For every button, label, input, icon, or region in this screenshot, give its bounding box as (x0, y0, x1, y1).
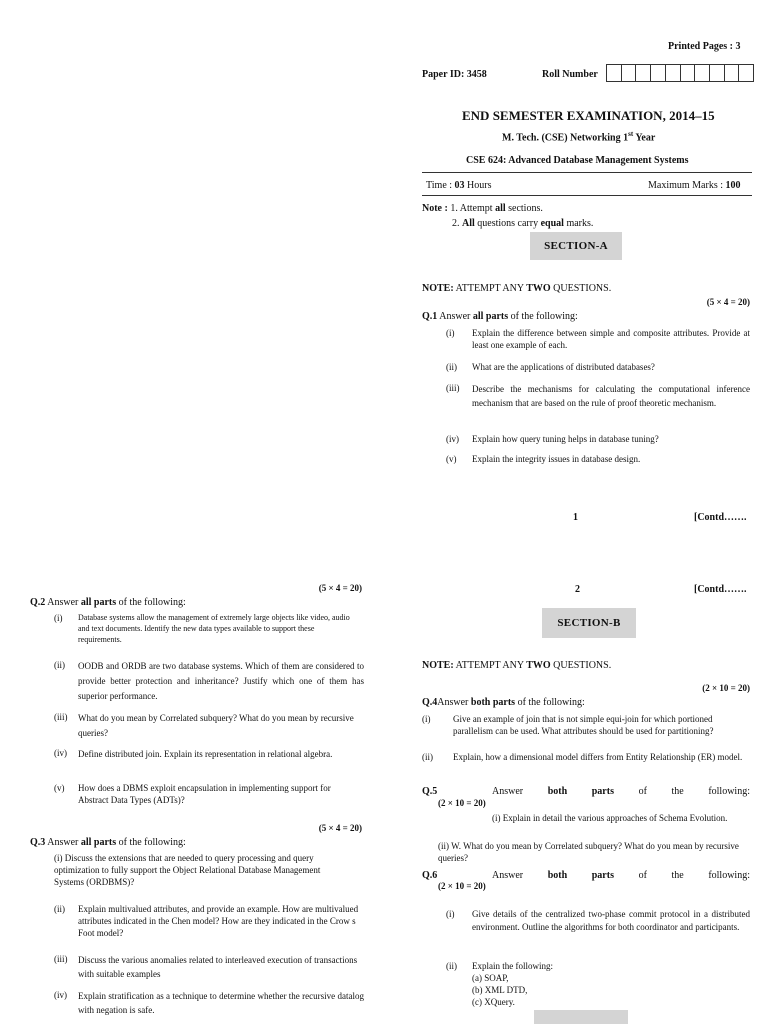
q4-part-text: Give an example of join that is not simple equi-join for which portioned parallelism can be used. What attributes should be used for partitioning? (453, 714, 714, 736)
q6-part-ii-heading: Explain the following: (472, 961, 553, 971)
q2-part-text: How does a DBMS exploit encapsulation in implementing support for Abstract Data Types (ADTs)? (78, 783, 331, 805)
q6-marks: (2 × 10 = 20) (438, 881, 486, 891)
printed-pages: Printed Pages : 3 (668, 41, 741, 52)
q1-part-number: (ii) (446, 362, 457, 372)
roll-number-label: Roll Number (542, 69, 598, 80)
q6-part-number: (i) (446, 909, 455, 919)
q6-part-text: Give details of the centralized two-phase commit protocol in a distributed environment. Outline the algorithms for both coordinator and participants. (472, 909, 750, 932)
q2-part-text: What do you mean by Correlated subquery? What do you mean by recursive queries? (78, 713, 354, 738)
attempt-note-a: NOTE: ATTEMPT ANY TWO QUESTIONS. (422, 283, 612, 294)
q3-part-text: Explain multivalued attributes, and provide an example. How are multivalued attributes indicated in the Chen model? How are they indicated in the Crow s Foot model? (78, 904, 359, 938)
contd-1: [Contd……. (694, 512, 747, 523)
q1-part-text: Explain the difference between simple and composite attributes. Provide at least one example of each. (472, 328, 750, 350)
program-line: M. Tech. (CSE) Networking 1st Year (502, 130, 656, 144)
note-line-1: Note : 1. Attempt all sections. (422, 203, 543, 214)
section-c-heading-partial (534, 1010, 628, 1024)
q4-heading: Q.4Answer both parts of the following: (422, 697, 585, 708)
paper-id: Paper ID: 3458 (422, 69, 487, 80)
section-a-heading: SECTION-A (530, 232, 622, 260)
q5-heading: Q.5 Answer both parts of the following: (422, 786, 750, 797)
list-item: (b) XML DTD, (472, 985, 528, 995)
q4-marks: (2 × 10 = 20) (702, 683, 750, 693)
q2-heading: Q.2 Answer all parts of the following: (30, 597, 186, 608)
q3-part-text: (i) Discuss the extensions that are needed to query processing and query optimization to fully support the Object Relational Database Management Systems (ORDBMS)? (54, 853, 321, 887)
list-item: (c) XQuery. (472, 997, 515, 1007)
q6-part-ii-list (472, 960, 672, 1008)
q1-heading: Q.1 Answer all parts of the following: (422, 311, 578, 322)
max-marks-line: Maximum Marks : 100 (648, 180, 741, 191)
q1-marks: (5 × 4 = 20) (706, 297, 750, 307)
q4-part-number: (i) (422, 714, 431, 724)
exam-title: END SEMESTER EXAMINATION, 2014–15 (462, 108, 715, 123)
q3-part-text: Discuss the various anomalies related to interleaved execution of transactions with suitable examples (78, 955, 358, 979)
roll-number-boxes[interactable] (606, 64, 754, 82)
time-line: Time : 03 Hours (426, 180, 492, 191)
attempt-note-b: NOTE: ATTEMPT ANY TWO QUESTIONS. (422, 660, 612, 671)
q1-part-number: (iv) (446, 434, 459, 444)
q3-heading: Q.3 Answer all parts of the following: (30, 837, 186, 848)
q2-part-number: (iii) (54, 712, 68, 722)
q2-part-text: OODB and ORDB are two database systems. Which of them are considered to provide better protection and inheritance? Justify which one of them has superior performance. (78, 661, 364, 701)
contd-2: [Contd……. (694, 584, 747, 595)
page-number-2: 2 (575, 584, 580, 595)
q3-part-number: (iv) (54, 990, 67, 1000)
q2-part-number: (i) (54, 613, 63, 623)
q6-heading: Q.6 Answer both parts of the following: (422, 870, 750, 881)
course-title: CSE 624: Advanced Database Management Systems (466, 155, 689, 166)
q1-part-text: Explain how query tuning helps in database tuning? (472, 434, 659, 444)
q1-part-text: Describe the mechanisms for calculating the computational inference mechanism that are based on the rule of proof theoretic mechanism. (472, 384, 750, 408)
q2-part-text: Define distributed join. Explain its representation in relational algebra. (78, 749, 333, 759)
q2-part-number: (ii) (54, 660, 65, 670)
q4-part-text: Explain, how a dimensional model differs from Entity Relationship (ER) model. (453, 752, 743, 762)
q2-part-text: Database systems allow the management of extremely large objects like video, audio and text documents. Identify the new data types available to support these requirements. (78, 613, 350, 644)
q5-part-i: (i) Explain in detail the various approaches of Schema Evolution. (492, 813, 728, 823)
q1-part-number: (iii) (446, 383, 460, 393)
q4-part-number: (ii) (422, 752, 433, 762)
q3-part-number: (ii) (54, 904, 65, 914)
page-number-1: 1 (573, 512, 578, 523)
divider-bottom (422, 195, 752, 196)
q5-part-ii: (ii) W. What do you mean by Correlated subquery? What do you mean by recursive queries? (438, 841, 739, 863)
q1-part-number: (v) (446, 454, 457, 464)
section-b-heading: SECTION-B (542, 608, 636, 638)
q3-marks: (5 × 4 = 20) (318, 823, 362, 833)
q6-part-number: (ii) (446, 961, 457, 971)
q1-part-text: Explain the integrity issues in database design. (472, 454, 641, 464)
q2-part-number: (iv) (54, 748, 67, 758)
note-line-2: 2. All questions carry equal marks. (452, 218, 594, 229)
divider-top (422, 172, 752, 173)
q2-marks: (5 × 4 = 20) (318, 583, 362, 593)
q1-part-text: What are the applications of distributed databases? (472, 362, 655, 372)
q5-marks: (2 × 10 = 20) (438, 798, 486, 808)
list-item: (a) SOAP, (472, 973, 509, 983)
q3-part-number: (iii) (54, 954, 68, 964)
q3-part-text: Explain stratification as a technique to determine whether the recursive datalog with negation is safe. (78, 991, 364, 1015)
q1-part-number: (i) (446, 328, 455, 338)
q2-part-number: (v) (54, 783, 65, 793)
